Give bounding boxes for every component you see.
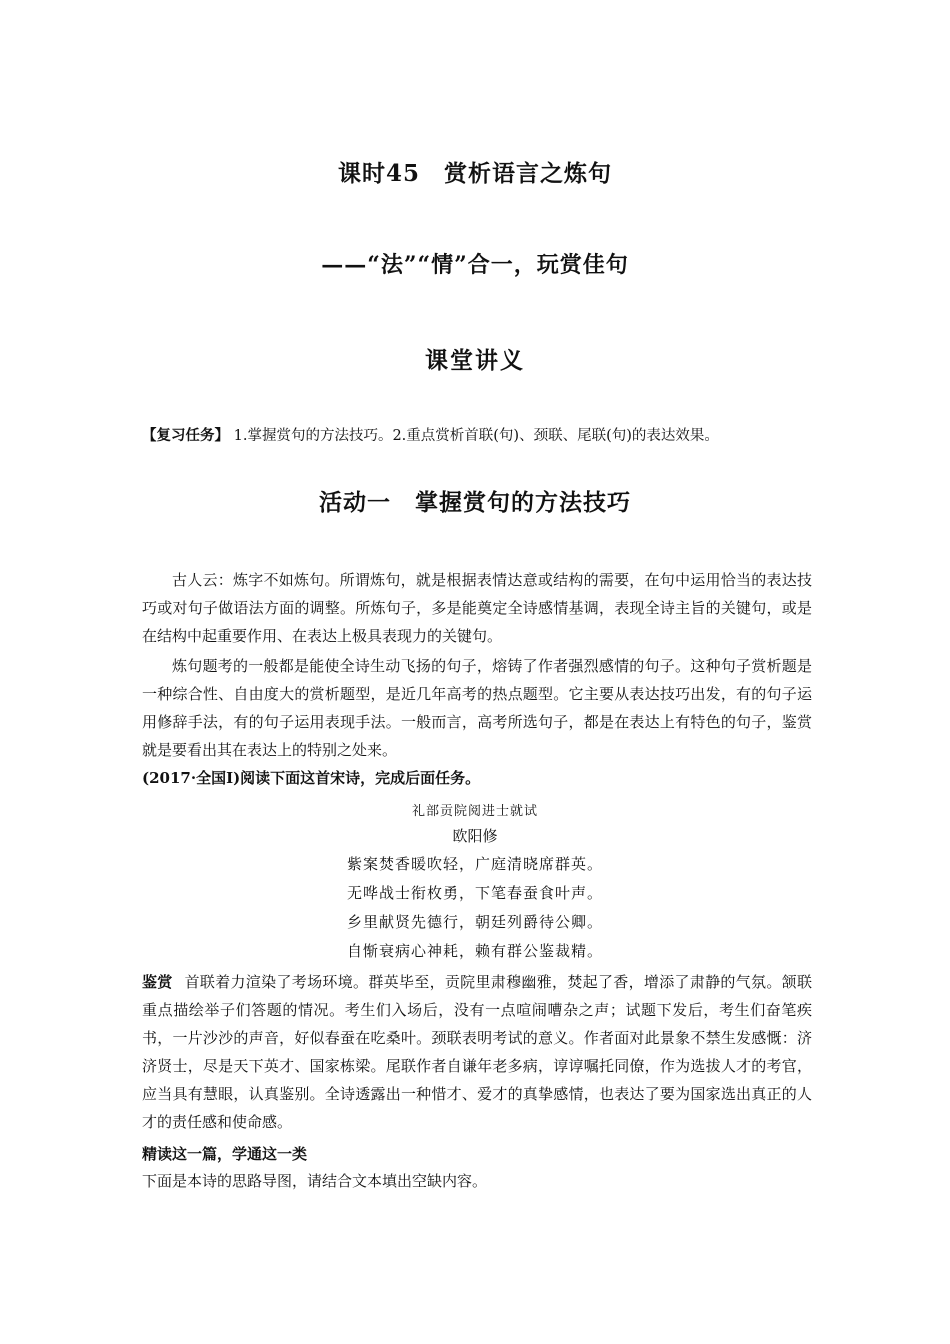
study-heading: 精读这一篇，学通这一类 bbox=[142, 1145, 308, 1163]
appreciation-label: 鉴赏 bbox=[142, 973, 173, 991]
appreciation-paragraph bbox=[142, 968, 812, 1136]
review-task bbox=[142, 425, 842, 447]
paragraph-intro: 古人云：炼字不如炼句。所谓炼句，就是根据表情达意或结构的需要，在句中运用恰当的表达技巧或对句子做语法方面的调整。所炼句子，多是能奠定全诗感情基调，表现全诗主旨的关键句，或是在结构中起重要作用、在表达上极具表现力的关键句。 bbox=[142, 571, 812, 645]
poem-title: 礼部贡院阅进士就试 bbox=[411, 804, 538, 819]
lesson-subtitle: ——“法”“情”合一，玩赏佳句 bbox=[321, 252, 629, 278]
appreciation-text: 首联着力渲染了考场环境。群英毕至，贡院里肃穆幽雅，焚起了香，增添了肃静的气氛。颔联重点描绘举子们答题的情况。考生们入场后，没有一点喧闹嘈杂之声；试题下发后，考生们奋笔疾书，一片沙沙的声音，好似春蚕在吃桑叶。颈联表明考试的意义。作者面对此景象不禁生发感慨：济济贤士，尽是天下英才、国家栋梁。尾联作者自谦年老多病，谆谆嘱托同僚，作为选拔人才的考官，应当具有慧眼，认真鉴别。全诗透露出一种惜才、爱才的真挚感情，也表达了要为国家选出真正的人才的责任感和使命感。 bbox=[142, 973, 812, 1131]
poem-line: 乡里献贤先德行，朝廷列爵待公卿。 bbox=[346, 913, 603, 931]
exercise-intro: (2017·全国Ⅰ)阅读下面这首宋诗，完成后面任务。 bbox=[142, 769, 481, 787]
poem-author: 欧阳修 bbox=[452, 827, 498, 845]
poem-line: 无哗战士衔枚勇，下笔春蚕食叶声。 bbox=[346, 884, 603, 902]
paragraph-explanation: 炼句题考的一般都是能使全诗生动飞扬的句子，熔铸了作者强烈感情的句子。这种句子赏析题是一种综合性、自由度大的赏析题型，是近几年高考的热点题型。它主要从表达技巧出发，有的句子运用修辞手法，有的句子运用表现手法。一般而言，高考所选句子，都是在表达上有特色的句子，鉴赏就是要看出其在表达上的特别之处来。 bbox=[142, 657, 812, 759]
lesson-title: 课时45 赏析语言之炼句 bbox=[337, 160, 612, 187]
review-task-tag: 【复习任务】 bbox=[142, 427, 229, 444]
poem-line: 自惭衰病心神耗，赖有群公鉴裁精。 bbox=[346, 942, 603, 960]
activity-heading: 活动一 掌握赏句的方法技巧 bbox=[319, 489, 631, 516]
poem-line: 紫案焚香暖吹轻，广庭清晓席群英。 bbox=[346, 855, 603, 873]
instruction-line: 下面是本诗的思路导图，请结合文本填出空缺内容。 bbox=[142, 1172, 488, 1190]
section-heading: 课堂讲义 bbox=[425, 347, 525, 374]
review-task-text: 1.掌握赏句的方法技巧。2.重点赏析首联(句)、颈联、尾联(句)的表达效果。 bbox=[229, 428, 719, 444]
